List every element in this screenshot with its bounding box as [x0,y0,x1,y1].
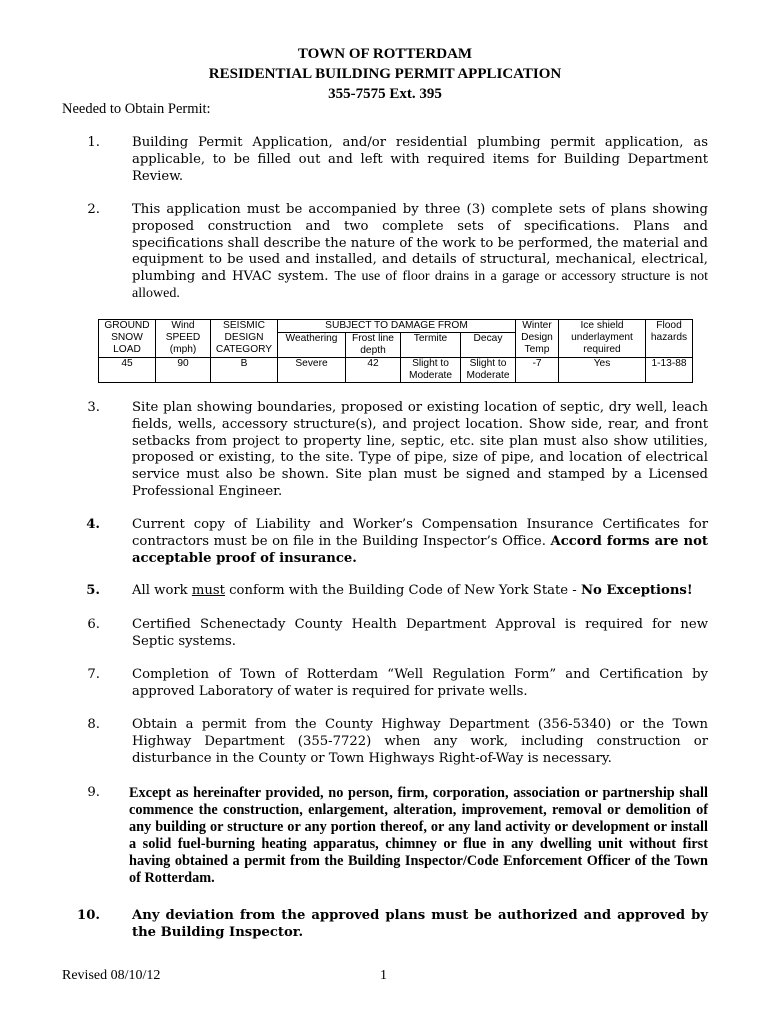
item-number: 8. [87,717,100,732]
item-text [132,583,708,600]
value-termite: Slight to Moderate [401,358,461,383]
header-frost-line-depth: Frost line depth [346,333,401,358]
item-number: 1. [87,135,100,150]
header-weathering: Weathering [278,333,346,358]
floor-drain-note: The use of floor drains in a garage or accessory structure is not allowed. [132,269,708,301]
item-number: 4. [86,517,100,532]
value-frost-line-depth: 42 [346,358,401,383]
item-text: Except as hereinafter provided, no person, firm, corporation, association or partnership shall commence the construction, enlargement, alteration, improvement, removal or demolition of any building or structure or any portion thereof, or any land activity or development or install a solid fuel-burning heating apparatus, chimney or flue in any dwelling unit without first having obtained a permit from the Building Inspector/Code Enforcement Officer of the Town of Rotterdam. [129,785,708,886]
item-text-a: All work [132,583,188,598]
must-underlined: must [191,583,225,598]
item-number: 3. [87,400,100,415]
value-ground-snow-load: 45 [99,358,156,383]
item-text [132,517,708,567]
item-text: Completion of Town of Rotterdam “Well Regulation Form” and Certification by approved Laboratory of water is required for private wells. [132,667,708,699]
value-decay: Slight to Moderate [461,358,516,383]
item-text-main: This application must be accompanied by three (3) complete sets of plans showing proposed construction and two complete sets of specifications. Plans and specifications shall describe the nature of the work to be performed, the material and equipment to be used and installed, and details of structural, mechanical, electrical, plumbing and HVAC system. [132,202,708,285]
header-flood-hazards: Flood hazards [646,320,693,358]
value-flood-hazards: 1-13-88 [646,358,693,383]
insurance-text: Current copy of Liability and Worker’s Compensation Insurance Certificates for contractors must be on file in the Building Inspector’s Office. [132,517,708,549]
header-wind-speed: Wind SPEED (mph) [156,320,211,358]
page-number: 1 [380,968,387,983]
header-termite: Termite [401,333,461,358]
item-text-b: conform with the Building Code of New York State - [229,583,577,598]
item-number: 2. [87,202,100,217]
header-winter-design-temp: Winter Design Temp [516,320,559,358]
item-number: 5. [86,583,100,598]
value-seismic-category: B [211,358,278,383]
item-number: 7. [87,667,100,682]
value-weathering: Severe [278,358,346,383]
header-seismic-category: SEISMIC DESIGN CATEGORY [211,320,278,358]
header-decay: Decay [461,333,516,358]
accord-forms-warning: Accord forms are not acceptable proof of insurance. [132,533,708,566]
phone-extension: 355-7575 Ext. 395 [328,86,442,102]
page-title: TOWN OF ROTTERDAM [297,46,473,62]
no-exceptions: No Exceptions! [580,583,693,598]
page-subtitle: RESIDENTIAL BUILDING PERMIT APPLICATION [208,66,562,82]
item-number: 6. [87,617,100,632]
item-text: Site plan showing boundaries, proposed or existing location of septic, dry well, leach fields, wells, accessory structure(s), and project location. Show side, rear, and front setbacks from project to property line, septic, etc. site plan must also show utilities, proposed or existing, to the site. Type of pipe, size of pipe, and location of electrical service must also be shown. Site plan must be signed and stamped by a Licensed Professional Engineer. [132,400,708,499]
value-wind-speed: 90 [156,358,211,383]
item-text: Any deviation from the approved plans must be authorized and approved by the Building Inspector. [132,908,708,940]
needed-heading: Needed to Obtain Permit: [62,101,211,117]
item-text: Obtain a permit from the County Highway Department (356-5340) or the Town Highway Department (355-7722) when any work, including construction or disturbance in the County or Town Highways Right-of-Way is necessary. [132,717,708,766]
item-text: Certified Schenectady County Health Department Approval is required for new Septic systems. [132,617,708,649]
header-ice-shield: Ice shield underlayment required [559,320,646,358]
item-text [132,202,708,303]
item-number: 10. [77,908,100,923]
climate-design-table [98,319,693,383]
item-number: 9. [87,785,100,800]
item-text: Building Permit Application, and/or residential plumbing permit application, as applicable, to be filled out and left with required items for Building Department Review. [132,135,708,184]
value-winter-design-temp: -7 [516,358,559,383]
header-ground-snow-load: GROUND SNOW LOAD [99,320,156,358]
header-subject-to-damage: SUBJECT TO DAMAGE FROM [278,320,516,333]
revision-date: Revised 08/10/12 [62,968,161,983]
value-ice-shield: Yes [559,358,646,383]
